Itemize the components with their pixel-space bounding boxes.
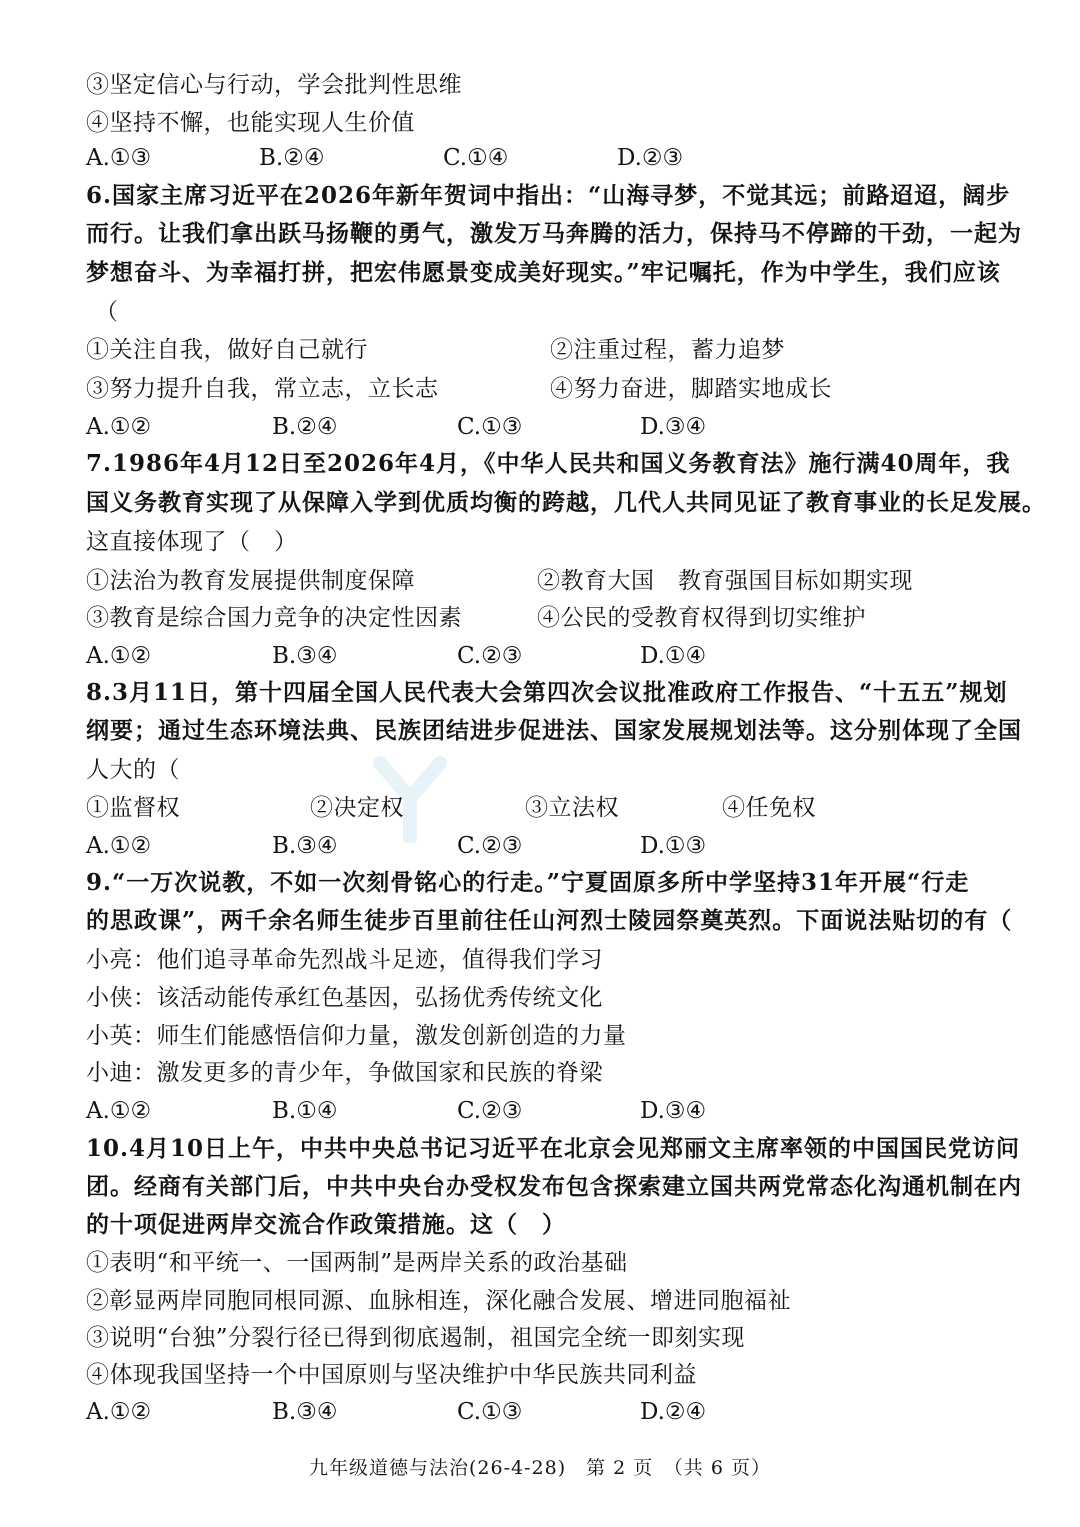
answer-choice: C.②③ <box>457 1098 523 1124</box>
answer-choice: A.①③ <box>86 145 152 171</box>
answer-choice: C.①④ <box>443 145 509 171</box>
q5-option-3: ③坚定信心与行动，学会批判性思维 <box>86 72 462 98</box>
q7-option-2: ②教育大国 教育强国目标如期实现 <box>537 568 913 594</box>
q6-option-3: ③努力提升自我，常立志，立长志 <box>86 376 439 402</box>
q6-stem-line: 6.国家主席习近平在2026年新年贺词中指出：“山海寻梦，不觉其远；前路迢迢，阔步 <box>86 182 1011 209</box>
answer-choice: A.①② <box>86 643 152 669</box>
answer-choice: D.②③ <box>617 145 684 171</box>
q10-stem-line: 的十项促进两岸交流合作政策措施。这（ ） <box>86 1211 566 1238</box>
q7-stem-line: 这直接体现了（ ） <box>86 529 298 555</box>
q10-option-4: ④体现我国坚持一个中国原则与坚决维护中华民族共同利益 <box>86 1362 697 1388</box>
answer-choice: C.①③ <box>457 414 523 440</box>
answer-choice: D.①④ <box>640 643 707 669</box>
q10-option-2: ②彰显两岸同胞同根同源、血脉相连，深化融合发展、增进同胞福祉 <box>86 1288 791 1314</box>
answer-choice: B.③④ <box>272 833 338 859</box>
answer-choice: D.③④ <box>640 414 707 440</box>
q8-stem-line: 8.3月11日，第十四届全国人民代表大会第四次会议批准政府工作报告、“十五五”规划 <box>86 679 1008 706</box>
q6-bracket: （ <box>95 299 119 325</box>
q9-statement-xiaoying: 小英：师生们能感悟信仰力量，激发创新创造的力量 <box>86 1023 627 1049</box>
answer-choice: B.②④ <box>259 145 325 171</box>
answer-choice: A.①② <box>86 414 152 440</box>
answer-choice: A.①② <box>86 1399 152 1425</box>
answer-choice: C.①③ <box>457 1399 523 1425</box>
q9-stem-line: 9.“一万次说教，不如一次刻骨铭心的行走。”宁夏固原多所中学坚持31年开展“行走 <box>86 869 970 896</box>
q10-option-3: ③说明“台独”分裂行径已得到彻底遏制，祖国完全统一即刻实现 <box>86 1325 746 1351</box>
q6-option-1: ①关注自我，做好自己就行 <box>86 337 368 363</box>
q9-statement-xiaoliang: 小亮：他们追寻革命先烈战斗足迹，值得我们学习 <box>86 947 603 973</box>
answer-choice: B.①④ <box>272 1098 338 1124</box>
q8-stem-line: 人大的（ <box>86 757 180 783</box>
answer-choice: D.③④ <box>640 1098 707 1124</box>
answer-choice: D.①③ <box>640 833 707 859</box>
q7-option-4: ④公民的受教育权得到切实维护 <box>537 605 866 631</box>
q8-option-3: ③立法权 <box>525 795 619 821</box>
answer-choice: C.②③ <box>457 833 523 859</box>
q8-option-1: ①监督权 <box>86 795 180 821</box>
answer-choice: C.②③ <box>457 643 523 669</box>
q8-option-4: ④任免权 <box>722 795 816 821</box>
q6-stem-line: 梦想奋斗、为幸福打拼，把宏伟愿景变成美好现实。”牢记嘱托，作为中学生，我们应该 <box>86 259 1001 286</box>
q9-stem-line: 的思政课”，两千余名师生徒步百里前往任山河烈士陵园祭奠英烈。下面说法贴切的有（ <box>86 907 1013 934</box>
q7-option-1: ①法治为教育发展提供制度保障 <box>86 568 415 594</box>
q5-option-4: ④坚持不懈，也能实现人生价值 <box>86 110 415 136</box>
q6-stem-line: 而行。让我们拿出跃马扬鞭的勇气，激发万马奔腾的活力，保持马不停蹄的干劲，一起为 <box>86 220 1022 247</box>
q8-option-2: ②决定权 <box>310 795 404 821</box>
q7-stem-line: 7.1986年4月12日至2026年4月，《中华人民共和国义务教育法》施行满40周年，我 <box>86 450 1011 477</box>
answer-choice: A.①② <box>86 833 152 859</box>
q6-option-4: ④努力奋进，脚踏实地成长 <box>550 376 832 402</box>
answer-choice: B.③④ <box>272 1399 338 1425</box>
q7-option-3: ③教育是综合国力竞争的决定性因素 <box>86 605 462 631</box>
q9-statement-xiaoxia: 小侠：该活动能传承红色基因，弘扬优秀传统文化 <box>86 985 603 1011</box>
answer-choice: A.①② <box>86 1098 152 1124</box>
q6-option-2: ②注重过程，蓄力追梦 <box>550 337 785 363</box>
page-footer: 九年级道德与法治(26-4-28) 第 2 页 （共 6 页） <box>309 1457 771 1479</box>
answer-choice: D.②④ <box>640 1399 707 1425</box>
q9-statement-xiaodi: 小迪：激发更多的青少年，争做国家和民族的脊梁 <box>86 1060 603 1086</box>
answer-choice: B.②④ <box>272 414 338 440</box>
q10-option-1: ①表明“和平统一、一国两制”是两岸关系的政治基础 <box>86 1250 628 1276</box>
q7-stem-line: 国义务教育实现了从保障入学到优质均衡的跨越，几代人共同见证了教育事业的长足发展。 <box>86 489 1046 516</box>
q10-stem-line: 团。经商有关部门后，中共中央台办受权发布包含探索建立国共两党常态化沟通机制在内 <box>86 1173 1022 1200</box>
q8-stem-line: 纲要；通过生态环境法典、民族团结进步促进法、国家发展规划法等。这分别体现了全国 <box>86 717 1022 744</box>
q10-stem-line: 10.4月10日上午，中共中央总书记习近平在北京会见郑丽文主席率领的中国国民党访问 <box>86 1135 1021 1162</box>
answer-choice: B.③④ <box>272 643 338 669</box>
